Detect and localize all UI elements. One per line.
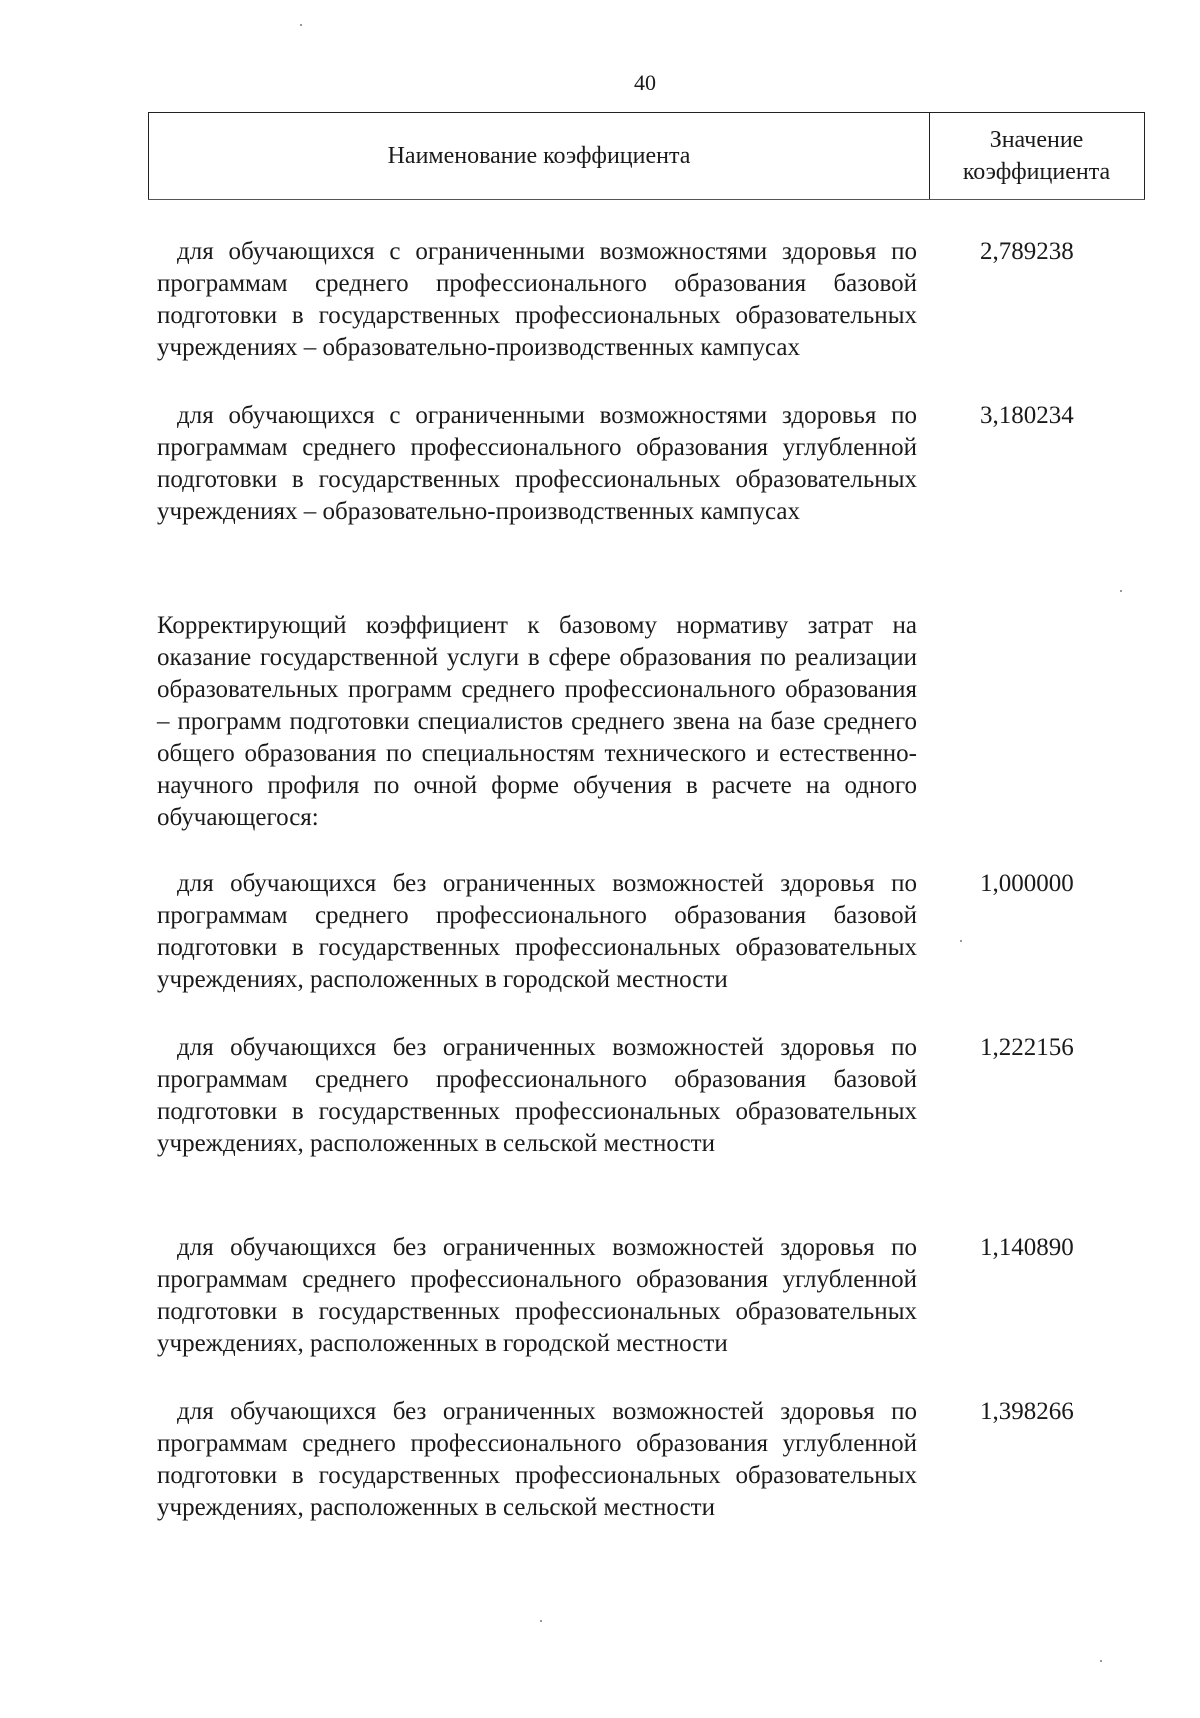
table-header [148, 112, 1145, 200]
coefficient-value: 1,000000 [980, 870, 1074, 897]
coefficient-value: 3,180234 [980, 402, 1074, 429]
coefficient-description: для обучающихся без ограниченных возможностей здоровья по программам среднего профессионального образования углубленной подготовки в государственных профессиональных образовательных учреждениях, расположенных в сельской местности [157, 1398, 917, 1521]
column-header-value: Значение коэффициента [962, 127, 1111, 185]
coefficient-value: 1,140890 [980, 1234, 1074, 1261]
coefficient-description: для обучающихся без ограниченных возможностей здоровья по программам среднего профессионального образования углубленной подготовки в государственных профессиональных образовательных учреждениях, расположенных в городской местности [157, 1234, 917, 1357]
header-divider [148, 199, 1145, 200]
coefficient-description: для обучающихся без ограниченных возможностей здоровья по программам среднего профессионального образования базовой подготовки в государственных профессиональных образовательных учреждениях, расположенных в городской местности [157, 870, 917, 993]
scan-speck [300, 24, 302, 26]
coefficient-description: для обучающихся с ограниченными возможностями здоровья по программам среднего профессионального образования базовой подготовки в государственных профессиональных образовательных учреждениях – образовательно-производственных кампусах [157, 238, 917, 361]
scan-speck [540, 1620, 542, 1622]
coefficient-value: 1,222156 [980, 1034, 1074, 1061]
column-header-name: Наименование коэффициента [149, 113, 930, 199]
section-heading: Корректирующий коэффициент к базовому нормативу затрат на оказание государственной услуги в сфере образования по реализации образовательных программ среднего профессионального образования – программ подготовки специалистов среднего звена на базе среднего общего образования по специальностям технического и естественно-научного профиля по очной форме обучения в расчете на одного обучающегося: [157, 612, 917, 831]
scan-speck [1120, 590, 1122, 592]
page-number: 40 [634, 70, 656, 95]
coefficient-value: 1,398266 [980, 1398, 1074, 1425]
scan-speck [960, 940, 962, 942]
scan-speck [1100, 1660, 1102, 1662]
coefficient-description: для обучающихся без ограниченных возможностей здоровья по программам среднего профессионального образования базовой подготовки в государственных профессиональных образовательных учреждениях, расположенных в сельской местности [157, 1034, 917, 1157]
coefficient-description: для обучающихся с ограниченными возможностями здоровья по программам среднего профессионального образования углубленной подготовки в государственных профессиональных образовательных учреждениях – образовательно-производственных кампусах [157, 402, 917, 525]
coefficient-value: 2,789238 [980, 238, 1074, 265]
